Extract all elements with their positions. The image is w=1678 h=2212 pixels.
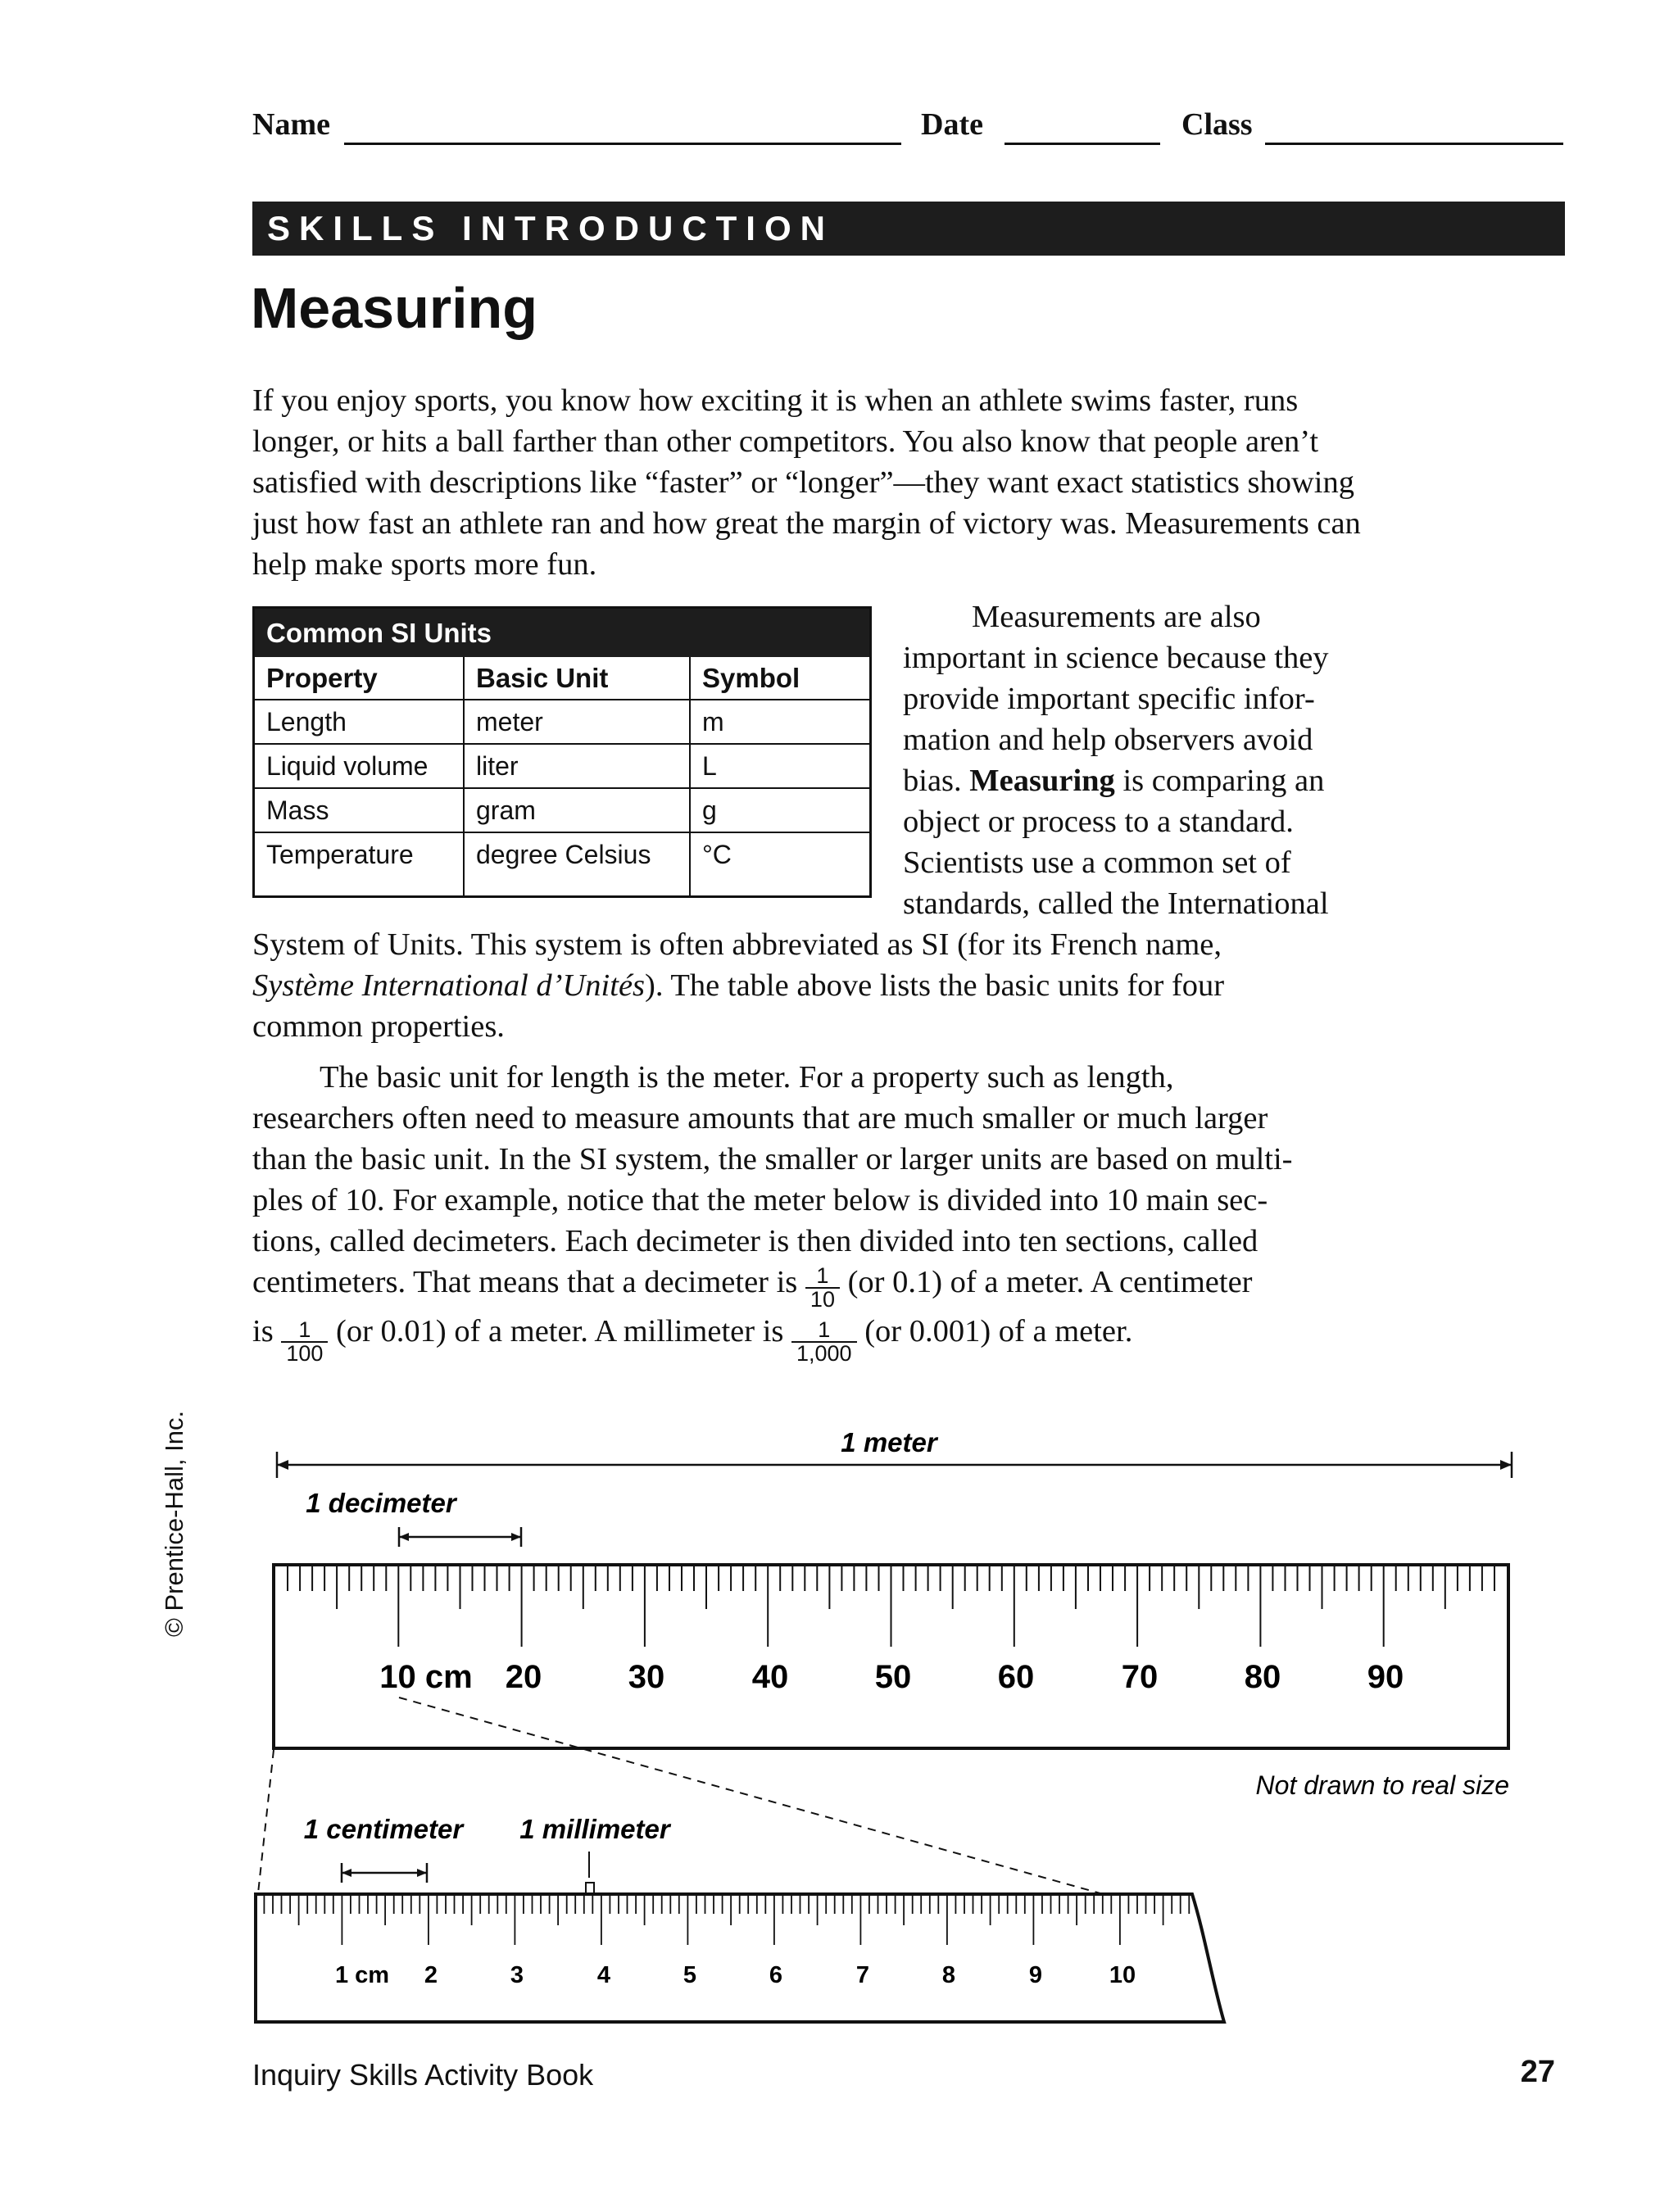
text-line: common properties. xyxy=(252,1009,505,1044)
fraction-one-hundredth xyxy=(281,1319,328,1365)
stick-label: 20 xyxy=(505,1659,542,1695)
table-cell: liter xyxy=(464,744,690,788)
text-line xyxy=(252,1311,1416,1367)
zoom-label: 3 xyxy=(510,1962,524,1988)
text-span: bias. xyxy=(903,764,970,798)
text-line: System of Units. This system is often abbreviated as SI (for its French name, xyxy=(252,927,1222,962)
zoom-label: 1 cm xyxy=(334,1962,390,1988)
date-label: Date xyxy=(921,107,983,142)
table-cell: Liquid volume xyxy=(254,744,465,788)
text-line: The basic unit for length is the meter. For a property such as length, xyxy=(320,1060,1174,1095)
table-row xyxy=(254,744,871,788)
table-row xyxy=(254,832,871,897)
text-line: mation and help observers avoid xyxy=(903,723,1313,757)
text-line: Scientists use a common set of xyxy=(903,845,1291,880)
text-line xyxy=(252,965,1416,1006)
table-row xyxy=(254,788,871,832)
fraction-numerator: 1 xyxy=(281,1319,328,1343)
table-cell: Mass xyxy=(254,788,465,832)
section-label: SKILLS INTRODUCTION xyxy=(267,209,834,247)
table-row xyxy=(254,700,871,744)
table-cell: Temperature xyxy=(254,832,465,897)
stick-label: 10 cm xyxy=(379,1659,473,1695)
zoom-label: 8 xyxy=(941,1962,956,1988)
table-cell: degree Celsius xyxy=(464,832,690,897)
table-cell: Length xyxy=(254,700,465,744)
class-field-line[interactable] xyxy=(1265,143,1563,145)
zoom-label: 2 xyxy=(424,1962,438,1988)
bold-term: Measuring xyxy=(969,764,1115,798)
fraction-one-tenth xyxy=(805,1265,840,1311)
text-span: (or 0.001) of a meter. xyxy=(864,1314,1133,1349)
meter-label: 1 meter xyxy=(841,1427,937,1457)
fraction-one-thousandth xyxy=(791,1319,857,1365)
fraction-denominator: 100 xyxy=(286,1341,324,1367)
centimeter-dimension xyxy=(304,1814,465,1883)
header-fields xyxy=(252,100,1563,149)
arrowhead-icon xyxy=(511,1533,521,1541)
decimeter-label: 1 decimeter xyxy=(306,1488,456,1518)
text-line: provide important specific infor- xyxy=(903,682,1315,716)
table-cell: gram xyxy=(464,788,690,832)
table-header-symbol: Symbol xyxy=(690,657,871,700)
table-cell: g xyxy=(690,788,871,832)
text-span: (or 0.1) of a meter. A centimeter xyxy=(847,1265,1253,1299)
paragraph-2-full xyxy=(252,924,1416,1047)
paragraph-3 xyxy=(252,1057,1416,1367)
meter-stick-labels xyxy=(379,1659,1404,1695)
text-line: important in science because they xyxy=(903,641,1329,675)
centimeter-label: 1 centimeter xyxy=(303,1814,464,1844)
footer-book-title: Inquiry Skills Activity Book xyxy=(252,2058,594,2092)
text-line: ples of 10. For example, notice that the meter below is divided into 10 main sec- xyxy=(252,1183,1268,1217)
arrowhead-icon xyxy=(1500,1460,1512,1470)
zoom-label: 4 xyxy=(596,1962,611,1988)
text-line: Measurements are also xyxy=(972,600,1261,634)
meter-stick-diagram xyxy=(0,1409,1678,2048)
stick-label: 90 xyxy=(1367,1659,1404,1695)
copyright-notice: © Prentice-Hall, Inc. xyxy=(160,1410,188,1637)
stick-label: 40 xyxy=(751,1659,789,1695)
zoom-label: 7 xyxy=(855,1962,870,1988)
name-label: Name xyxy=(252,107,330,142)
text-span: ). The table above lists the basic units for four xyxy=(645,968,1225,1003)
millimeter-label: 1 millimeter xyxy=(519,1814,670,1844)
stick-label: 70 xyxy=(1121,1659,1159,1695)
zoom-guide-left xyxy=(257,1750,274,1901)
text-span: is comparing an xyxy=(1114,764,1325,798)
millimeter-bracket-icon xyxy=(586,1883,594,1894)
intro-paragraph: If you enjoy sports, you know how exciting it is when an athlete swims faster, runs longer, or hits a ball farther than other competitors. You also know that people aren’t satisfied with descriptions like “faster” or “longer”—they want exact statistics showing just how fast an athlete ran and how great the margin of victory was. Measurements can help make sports more fun. xyxy=(252,383,1361,582)
text-line xyxy=(252,1262,1416,1311)
table-cell: °C xyxy=(690,832,871,897)
table-cell: meter xyxy=(464,700,690,744)
arrowhead-icon xyxy=(417,1869,427,1877)
text-line: than the basic unit. In the SI system, the smaller or larger units are based on multi- xyxy=(252,1142,1293,1176)
text-span: (or 0.01) of a meter. A millimeter is xyxy=(336,1314,784,1349)
date-field-line[interactable] xyxy=(1005,143,1160,145)
si-units-table xyxy=(252,606,872,898)
fraction-numerator: 1 xyxy=(791,1319,857,1343)
stick-label: 80 xyxy=(1244,1659,1281,1695)
paragraph-2-right xyxy=(903,596,1411,924)
table-cell: m xyxy=(690,700,871,744)
meter-dimension xyxy=(277,1427,1512,1478)
text-line xyxy=(903,760,1411,801)
table-header-basic-unit: Basic Unit xyxy=(464,657,690,700)
not-to-scale-note: Not drawn to real size xyxy=(1255,1770,1509,1800)
text-line: tions, called decimeters. Each decimeter is then divided into ten sections, called xyxy=(252,1224,1258,1258)
text-line: object or process to a standard. xyxy=(903,805,1294,839)
stick-label: 30 xyxy=(628,1659,665,1695)
arrowhead-icon xyxy=(277,1460,288,1470)
table-header-property: Property xyxy=(254,657,465,700)
fraction-denominator: 10 xyxy=(810,1287,835,1312)
name-field-line[interactable] xyxy=(344,143,901,145)
italic-term: Système International d’Unités xyxy=(252,968,646,1003)
zoom-label: 10 xyxy=(1109,1962,1136,1988)
decimeter-dimension xyxy=(306,1488,521,1547)
zoom-label: 6 xyxy=(769,1962,783,1988)
stick-label: 60 xyxy=(997,1659,1035,1695)
table-caption: Common SI Units xyxy=(254,608,871,658)
class-label: Class xyxy=(1181,107,1253,142)
page-number: 27 xyxy=(1520,2055,1555,2089)
fraction-numerator: 1 xyxy=(805,1265,840,1289)
page-title: Measuring xyxy=(251,276,538,340)
zoom-label: 9 xyxy=(1028,1962,1043,1988)
section-banner xyxy=(252,202,1565,256)
fraction-denominator: 1,000 xyxy=(796,1341,852,1367)
arrowhead-icon xyxy=(399,1533,409,1541)
text-span: is xyxy=(252,1314,274,1349)
text-line: researchers often need to measure amounts that are much smaller or much larger xyxy=(252,1101,1268,1135)
text-span: centimeters. That means that a decimeter is xyxy=(252,1265,798,1299)
zoom-label: 5 xyxy=(683,1962,697,1988)
millimeter-dimension xyxy=(519,1814,672,1894)
stick-label: 50 xyxy=(874,1659,912,1695)
arrowhead-icon xyxy=(342,1869,351,1877)
table-cell: L xyxy=(690,744,871,788)
text-line: standards, called the International xyxy=(903,886,1329,921)
